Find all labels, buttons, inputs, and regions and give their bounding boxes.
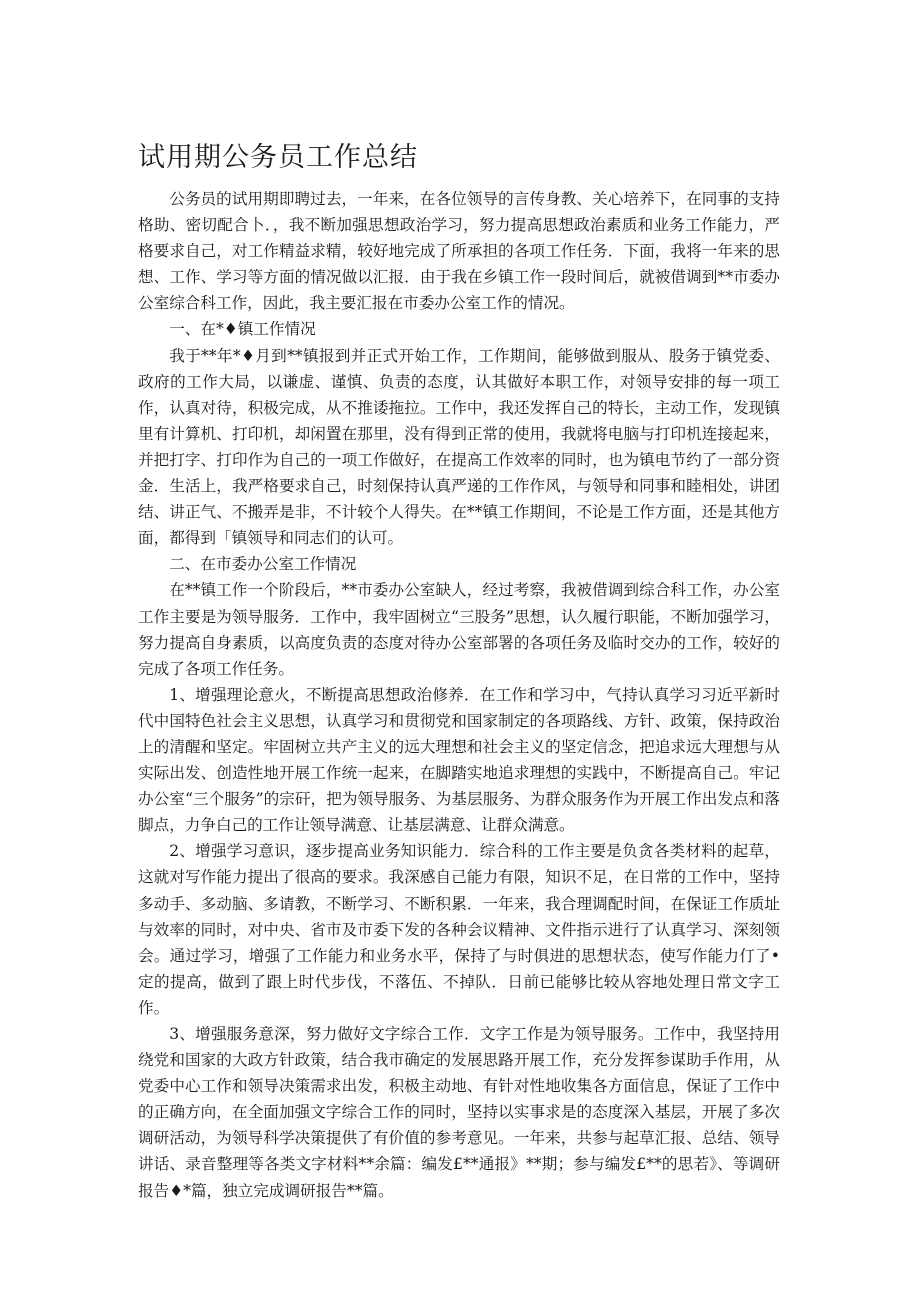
document-title: 试用期公务员工作总结 [138,142,418,173]
paragraph-point-1: 1、增强理论意火，不断提高思想政治修养．在工作和学习中，气持认真学习习近平新时代中国特色社会主义思想，认真学习和贯彻党和国家制定的各项路线、方针、政策，保持政治上的清醒和坚定。牢固树立共产主义的远大理想和社会主义的坚定信念，把追求远大理想与从实际出发、创造性地开展工作统一起来，在脚踏实地追求理想的实践中，不断提高自己。牢记办公室“三个服务”的宗矸，把为领导服务、为基层服务、为群众服务作为开展工作出发点和落脚点，力争白己的工作让领导满意、让基层满意、让群众满意。 [138,685,780,835]
paragraph-intro: 公务员的试用期即聘过去，一年来，在各位领导的言传身教、关心培养下，在同事的支持格助、密切配合卜．，我不断加强思想政治学习，努力提高思想政治素质和业务工作能力，严格要求自己，对工作精益求精，较好地完成了所承担的各项工作任务．下面，我将一年来的思想、工作、学习等方面的情况做以汇报．由于我在乡镇工作一段时间后，就被借调到**市委办公室综合科工作，因此，我主要汇报在市委办公室工作的情况。 [138,190,780,313]
section-heading-office: 二、在市委办公室工作情况 [169,555,357,574]
paragraph-town-work: 我于**年*♦月到**镇报到并正式开始工作，工作期间，能够做到服从、股务于镇党委、政府的工作大局，以谦虚、谨慎、负责的态度，认其做好本职工作，对领导安排的每一项工作，认真对待，积极完成，从不推诿拖拉。工作中，我还发挥自己的特长，主动工作，发现镇里有计算机、打印机，却闲置在那里，没有得到正常的使用，我就将电脑与打印机连接起来，并把打字、打印作为自己的一项工作做好，在提高工作效率的同时，也为镇电节约了一部分资金．生活上，我严格要求自己，时刻保持认真严递的工作作风，与领导和同事和睦相处，讲团结、讲正气、不搬弄是非，不计较个人得失。在**镇工作期间，不论是工作方面，还是其他方面，都得到「镇领导和同志们的认可。 [138,346,780,548]
paragraph-point-3: 3、增强服务意深，努力做好文字综合工作．文字工作是为领导服务。工作中，我坚持用绕党和国家的大政方针政策，结合我市确定的发展思路开展工作，充分发挥参谋助手作用，从党委中心工作和领导决策需求出发，积极主动地、有针对性地收集各方面信息，保证了工作中的正确方向，在全面加强文字综合工作的同时，坚持以实事求是的态度深入基层，开展了多次调研活动，为领导科学决策提供了有价值的参考意见。一年来，共参与起草汇报、总结、领导讲话、录音整理等各类文字材料**余篇：编发£**通报》**期；参与编发£**的思若》、等调研报告♦*篇，独立完成调研报告**篇。 [138,1025,780,1200]
section-heading-town: 一、在*♦镇工作情况 [169,320,316,339]
document-body [138,186,780,1204]
paragraph-office-intro: 在**镇工作一个阶段后，**市委办公室缺人，经过考察，我被借调到综合科工作，办公室工作主要是为领导服务．工作中，我牢固树立“三股务”思想，认久履行职能，不断加强学习，努力提高自身素质，以高度负责的态度对待办公室部署的各项任务及临时交办的工作，较好的完成了各项工作任务。 [138,581,780,678]
paragraph-point-2: 2、增强学习意识，逐步提高业务知识能力．综合科的工作主要是负贪各类材料的起草，这就对写作能力提出了很高的要求。我深感自己能力有限，知识不足，在日常的工作中，坚持多动手、多动脑、多请教，不断学习、不断积累．一年来，我合理调配时间，在保证工作质址与效率的同时，对中央、省市及市委下发的各种会议精神、文件指示进行了认真学习、深刻领会。通过学习，增强了工作能力和业务水平，保持了与时俱进的思想状态，使写作能力仃了•定的提高，做到了跟上时代步伐，不落伍、不掉队．日前已能够比较从容地处理日常文字工作。 [138,842,780,1017]
